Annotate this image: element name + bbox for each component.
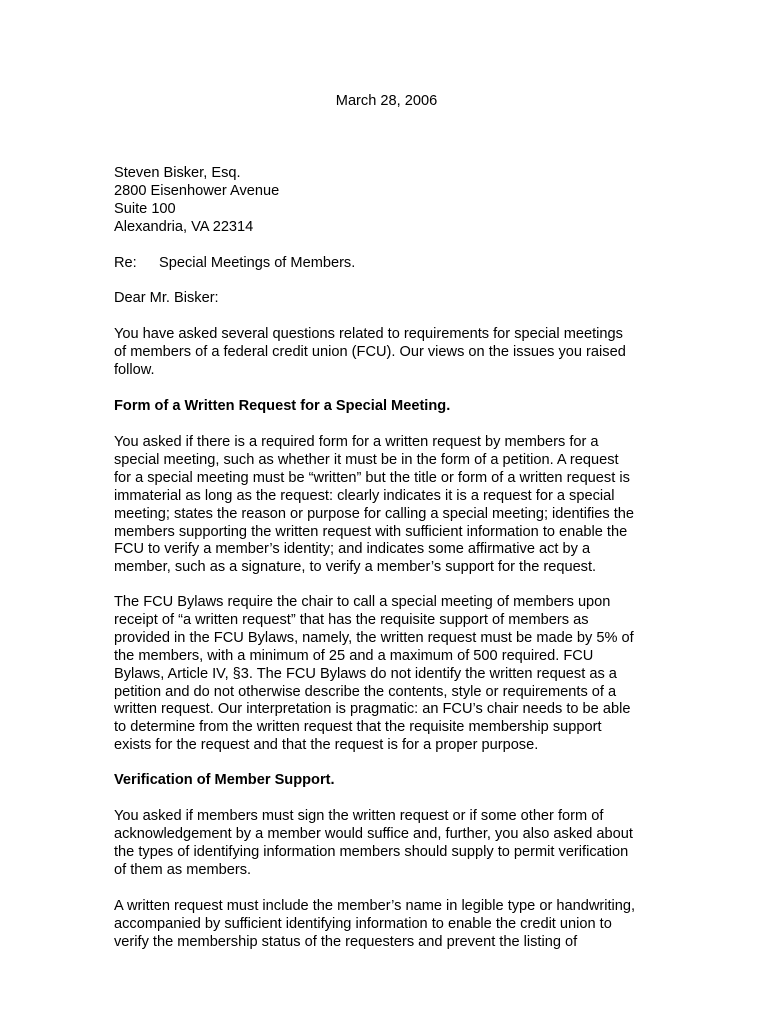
paragraph-line: member, such as a signature, to verify a member’s support for the request.	[114, 559, 597, 576]
subject-label: Re:	[114, 255, 137, 271]
section-heading-verification: Verification of Member Support.	[114, 772, 335, 788]
paragraph-line: the types of identifying information members should supply to permit verification	[114, 843, 629, 860]
paragraph-line: Bylaws, Article IV, §3. The FCU Bylaws do not identify the written request as a	[114, 665, 617, 682]
subject-text: Special Meetings of Members.	[159, 255, 356, 271]
paragraph-line: of members of a federal credit union (FCU). Our views on the issues you raised	[114, 343, 626, 360]
section-heading-form: Form of a Written Request for a Special Meeting.	[114, 398, 451, 414]
address-line: Suite 100	[114, 200, 176, 217]
salutation: Dear Mr. Bisker:	[114, 290, 219, 306]
letter-date: March 28, 2006	[335, 93, 438, 109]
paragraph-line: to determine from the written request that the requisite membership support	[114, 719, 602, 736]
paragraph-line: exists for the request and that the request is for a proper purpose.	[114, 737, 539, 754]
verification-paragraph	[114, 808, 659, 880]
paragraph-line: You asked if members must sign the written request or if some other form of	[114, 808, 604, 824]
paragraph-line: meeting; states the reason or purpose for calling a special meeting; identifies the	[114, 505, 634, 522]
form-paragraph	[114, 434, 659, 577]
paragraph-line: follow.	[114, 361, 155, 378]
paragraph-line: special meeting, such as whether it must be in the form of a petition. A request	[114, 451, 619, 468]
paragraph-line: the members, with a minimum of 25 and a maximum of 500 required. FCU	[114, 647, 594, 664]
paragraph-line: receipt of “a written request” that has the requisite support of members as	[114, 611, 589, 628]
paragraph-line: petition and do not otherwise describe the contents, style or requirements of a	[114, 683, 617, 700]
paragraph-line: verify the membership status of the requesters and prevent the listing of	[114, 933, 578, 950]
letter-page	[114, 0, 659, 1024]
intro-paragraph	[114, 326, 659, 380]
paragraph-line: FCU to verify a member’s identity; and indicates some affirmative act by a	[114, 541, 591, 558]
recipient-address	[114, 165, 279, 237]
paragraph-line: members supporting the written request with sufficient information to enable the	[114, 523, 628, 540]
bylaws-paragraph	[114, 594, 659, 755]
paragraph-line: A written request must include the member’s name in legible type or handwriting,	[114, 898, 636, 914]
address-line: 2800 Eisenhower Avenue	[114, 182, 280, 199]
address-line: Alexandria, VA 22314	[114, 218, 254, 235]
paragraph-line: accompanied by sufficient identifying information to enable the credit union to	[114, 915, 612, 932]
paragraph-line: acknowledgement by a member would suffice and, further, you also asked about	[114, 825, 633, 842]
paragraph-line: for a special meeting must be “written” but the title or form of a written request is	[114, 469, 630, 486]
subject-line	[114, 255, 355, 273]
paragraph-line: You have asked several questions related to requirements for special meetings	[114, 326, 623, 342]
paragraph-line: written request. Our interpretation is pragmatic: an FCU’s chair needs to be able	[114, 701, 631, 718]
paragraph-line: of them as members.	[114, 861, 252, 878]
written-request-paragraph	[114, 898, 659, 952]
paragraph-line: The FCU Bylaws require the chair to call a special meeting of members upon	[114, 594, 611, 610]
paragraph-line: immaterial as long as the request: clearly indicates it is a request for a special	[114, 487, 615, 504]
paragraph-line: provided in the FCU Bylaws, namely, the written request must be made by 5% of	[114, 629, 634, 646]
paragraph-line: You asked if there is a required form for a written request by members for a	[114, 434, 599, 450]
address-line: Steven Bisker, Esq.	[114, 165, 241, 181]
